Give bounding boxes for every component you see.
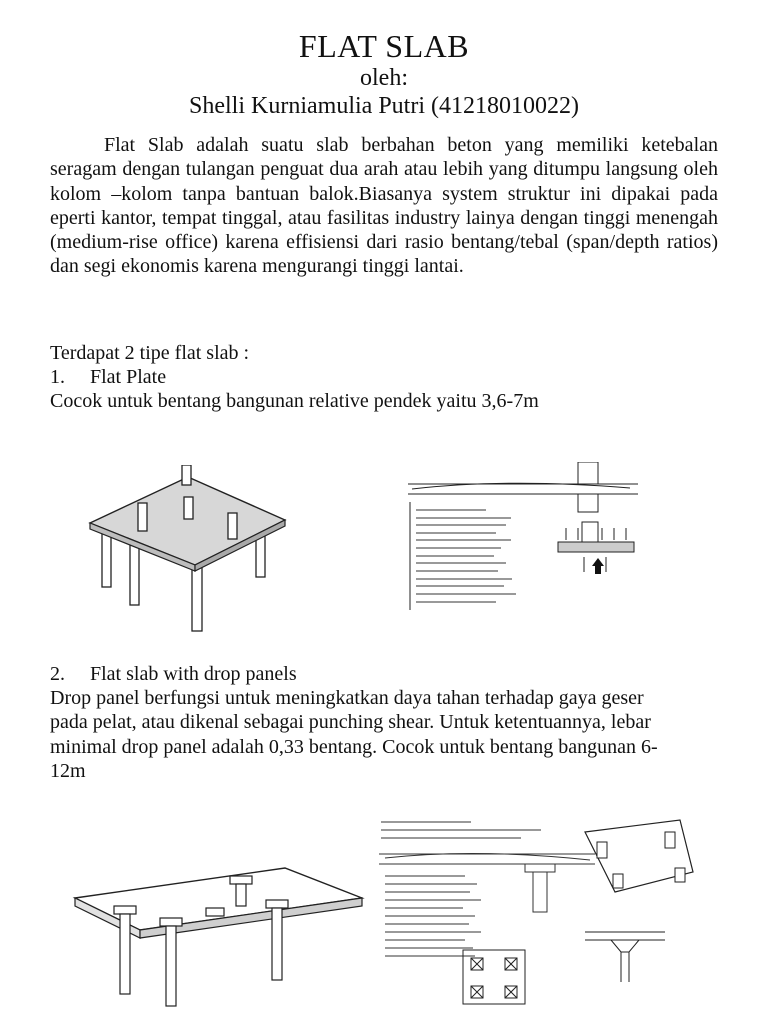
byline: oleh: <box>360 65 408 91</box>
flat-plate-name: Flat Plate <box>90 366 167 388</box>
flat-plate-illustration <box>80 465 290 635</box>
drop-panel-name: Flat slab with drop panels <box>90 663 297 685</box>
drop-panel-illustration <box>70 858 365 1008</box>
flat-plate-section-diagram <box>398 462 653 612</box>
page-title: FLAT SLAB <box>298 28 470 64</box>
intro-paragraph: Flat Slab adalah suatu slab berbahan beton yang memiliki ketebalan seragam dengan tulangan penguat dua arah atau lebih yang ditumpu langsung oleh kolom –kolom tanpa bantuan balok.Biasanya system struktur ini dipakai pada eperti kantor, tempat tinggal, atau fasilitas industry lainya dengan tinggi menengah (medium-rise office) karena effisiensi dari rasio bentang/tebal (span/depth ratios) dan segi ekonomis karena mengurangi tinggi lantai. <box>50 134 718 278</box>
drop-panel-number: 2. <box>50 663 65 685</box>
flat-plate-heading <box>50 365 166 389</box>
author-name: Shelli Kurniamulia Putri (41218010022) <box>189 93 579 119</box>
drop-panel-heading <box>50 662 297 686</box>
drop-panel-diagram <box>375 812 700 1012</box>
drop-panel-description: Drop panel berfungsi untuk meningkatkan daya tahan terhadap gaya geser pada pelat, atau dikenal sebagai punching shear. Untuk ketentuannya, lebar minimal drop panel adalah 0,33 bentang. Cocok untuk bentang bangunan 6-12m <box>50 687 658 782</box>
flat-plate-description: Cocok untuk bentang bangunan relative pendek yaitu 3,6-7m <box>50 390 539 412</box>
flat-plate-number: 1. <box>50 366 65 388</box>
types-heading: Terdapat 2 tipe flat slab : <box>50 342 250 364</box>
